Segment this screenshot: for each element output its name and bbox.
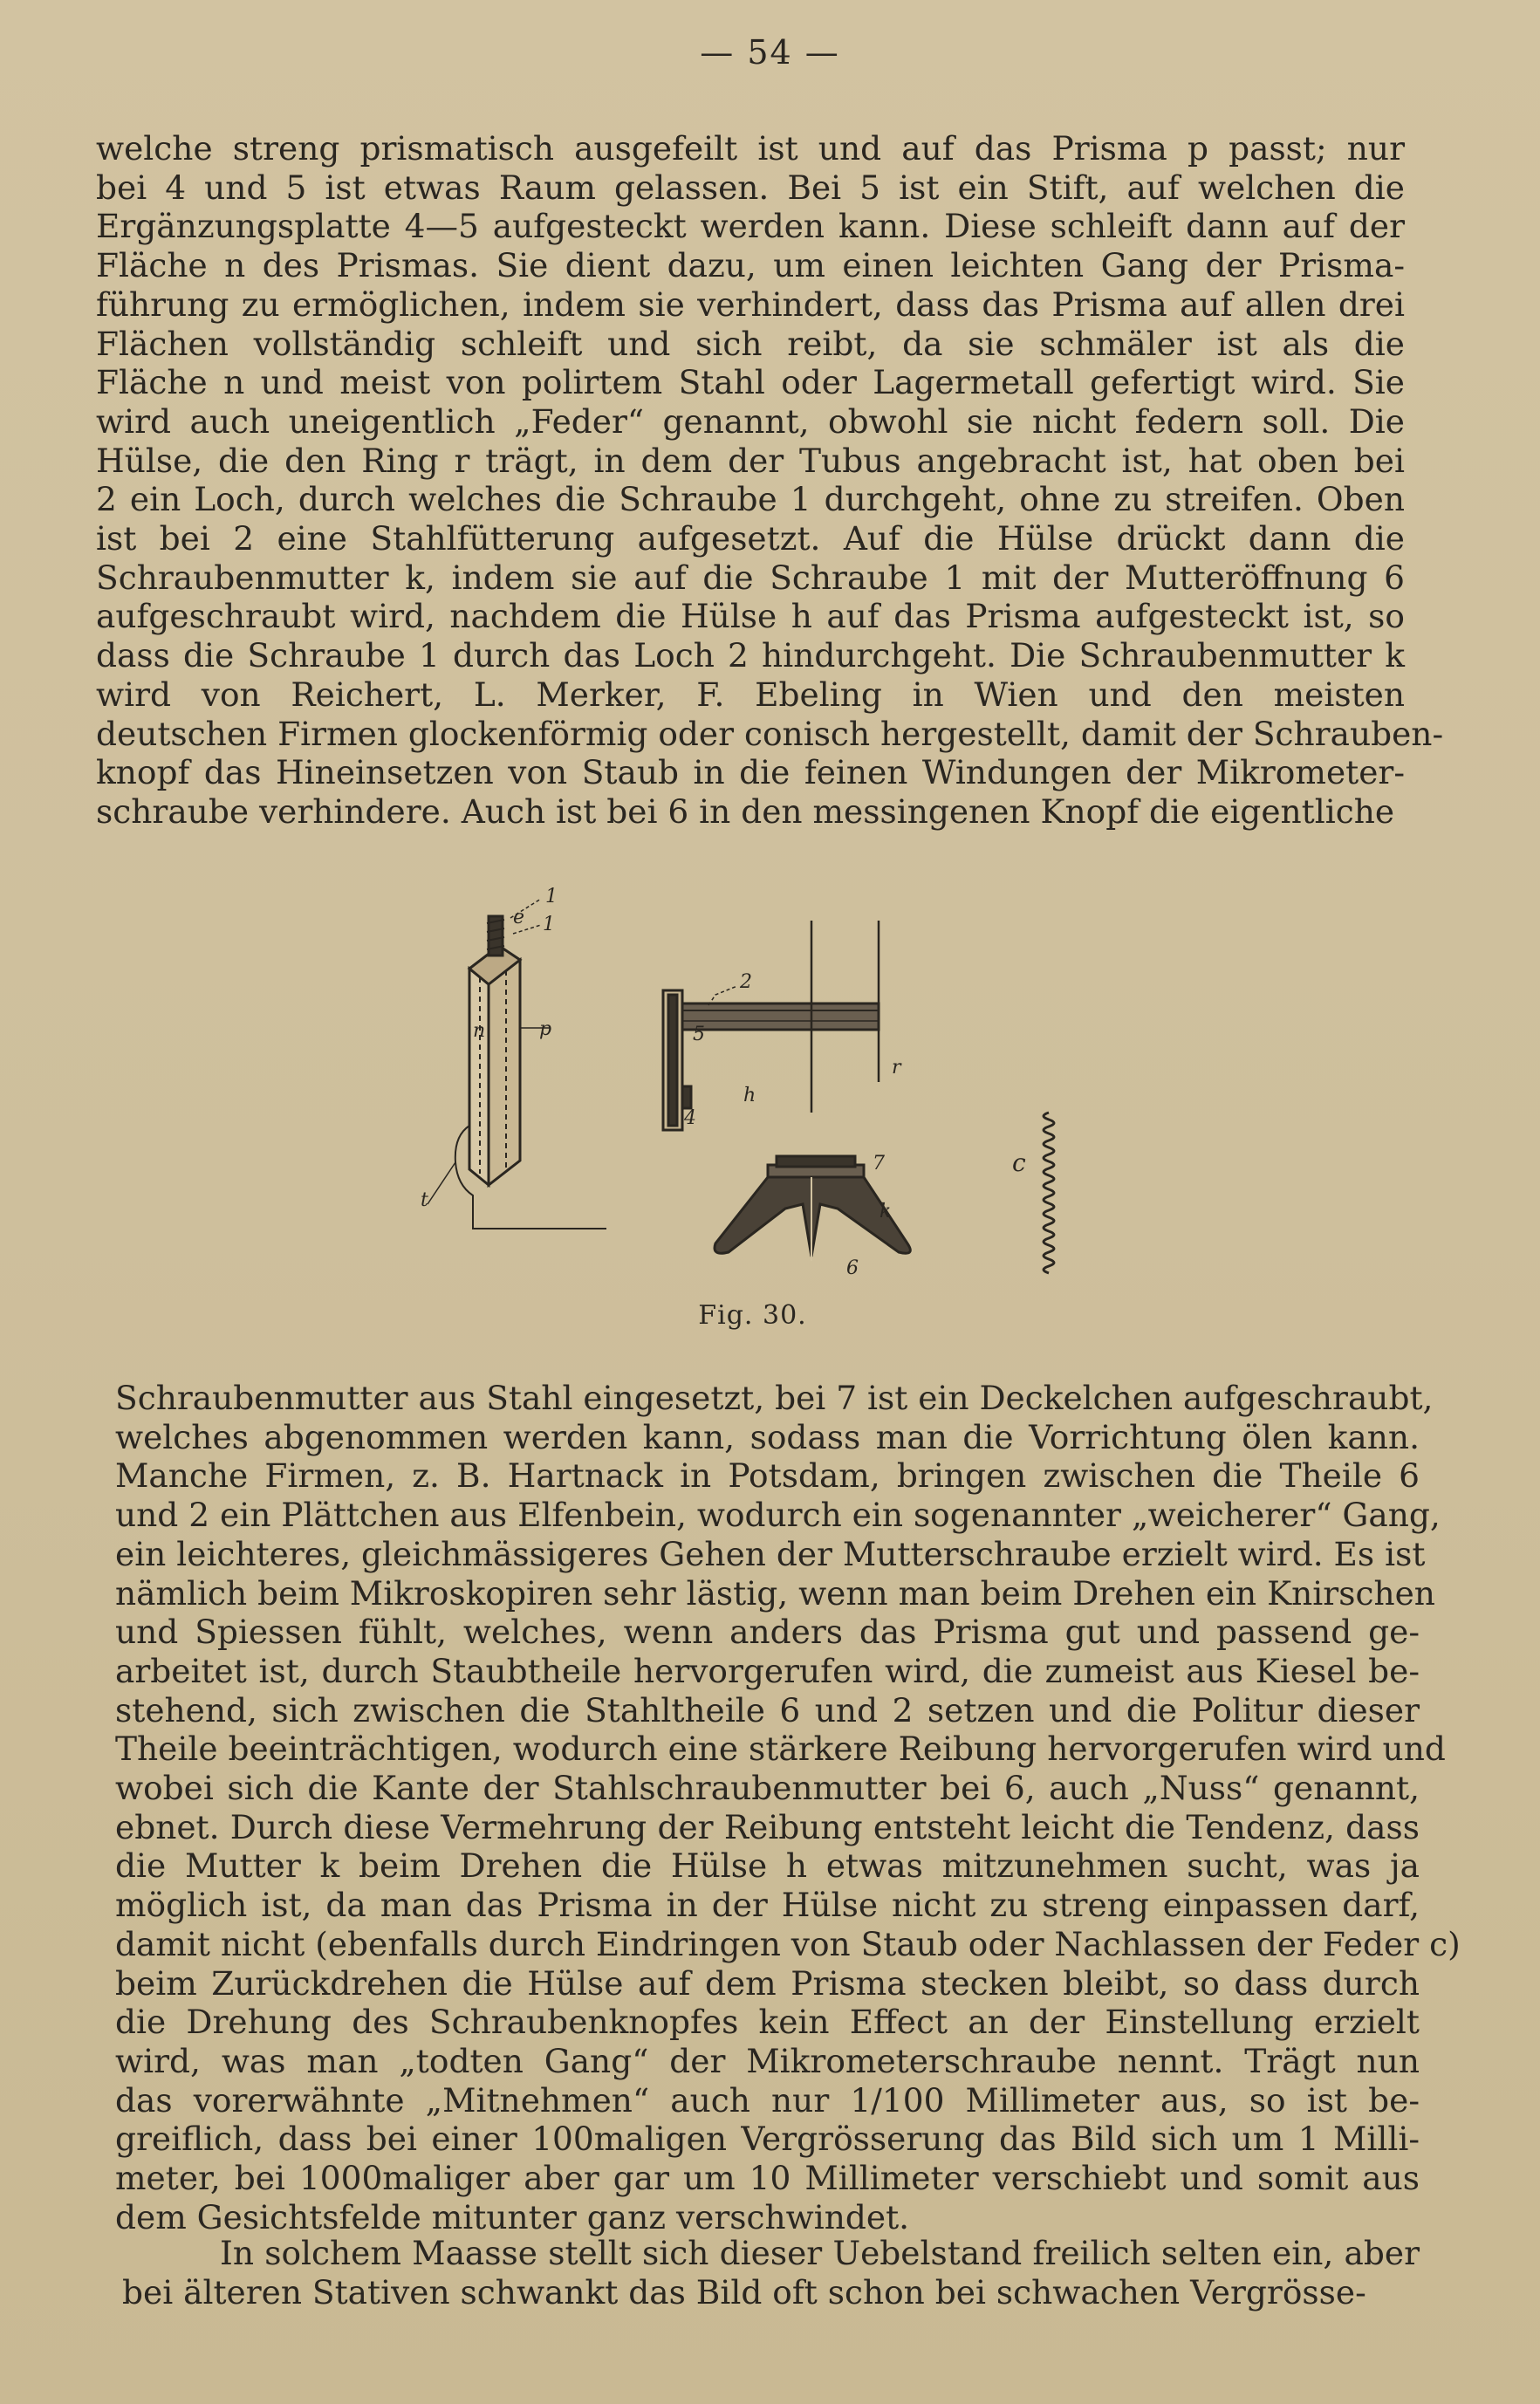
paragraph-3 bbox=[122, 2234, 1420, 2312]
label-1-right: 1 bbox=[543, 914, 555, 935]
text-line: wird, was man „todten Gang“ der Mikrometerschraube nennt. Trägt nun bbox=[115, 2041, 1420, 2080]
text-line: nämlich beim Mikroskopiren sehr lästig, wenn man beim Drehen ein Knirschen bbox=[115, 1573, 1435, 1613]
spring-drawing bbox=[1044, 1113, 1054, 1273]
text-line: welche streng prismatisch ausgefeilt ist und auf das Prisma p passt; nur bbox=[96, 129, 1405, 168]
text-line: Manche Firmen, z. B. Hartnack in Potsdam, bringen zwischen die Theile 6 bbox=[115, 1456, 1420, 1496]
text-line: wird von Reichert, L. Merker, F. Ebeling in Wien und den meisten bbox=[96, 675, 1405, 714]
label-r: r bbox=[892, 1057, 901, 1079]
text-line: Hülse, die den Ring r trägt, in dem der Tubus angebracht ist, hat oben bei bbox=[96, 441, 1405, 480]
text-line: die Drehung des Schraubenknopfes kein Effect an der Einstellung erzielt bbox=[115, 2003, 1420, 2042]
label-t: t bbox=[421, 1189, 428, 1211]
text-line: wobei sich die Kante der Stahlschraubenmutter bei 6, auch „Nuss“ genannt, bbox=[115, 1769, 1420, 1808]
label-e: e bbox=[513, 907, 525, 928]
text-line: bei älteren Stativen schwankt das Bild oft schon bei schwachen Vergrösse- bbox=[122, 2272, 1366, 2312]
text-line: arbeitet ist, durch Staubtheile hervorgerufen wird, die zumeist aus Kiesel be- bbox=[115, 1651, 1420, 1690]
text-line: schraube verhindere. Auch ist bei 6 in den messingenen Knopf die eigentliche bbox=[96, 791, 1395, 831]
text-line: die Mutter k beim Drehen die Hülse h etwas mitzunehmen sucht, was ja bbox=[115, 1846, 1420, 1886]
text-line: meter, bei 1000maliger aber gar um 10 Millimeter verschiebt und somit aus bbox=[115, 2159, 1420, 2198]
text-line: ist bei 2 eine Stahlfütterung aufgesetzt. Auf die Hülse drückt dann die bbox=[96, 519, 1405, 558]
text-line: stehend, sich zwischen die Stahltheile 6 und 2 setzen und die Politur dieser bbox=[115, 1690, 1420, 1729]
label-k: k bbox=[880, 1201, 892, 1223]
text-line: knopf das Hineinsetzen von Staub in die feinen Windungen der Mikrometer- bbox=[96, 753, 1405, 792]
prism-drawing bbox=[428, 899, 606, 1229]
text-line: beim Zurückdrehen die Hülse auf dem Prisma stecken bleibt, so dass durch bbox=[115, 1963, 1420, 2003]
text-line: Flächen vollständig schleift und sich reibt, da sie schmäler ist als die bbox=[96, 324, 1405, 363]
label-1-top: 1 bbox=[545, 886, 558, 907]
label-p: p bbox=[539, 1018, 552, 1040]
text-line: greiflich, dass bei einer 100maligen Vergrösserung das Bild sich um 1 Milli- bbox=[115, 2120, 1420, 2159]
text-line: Schraubenmutter aus Stahl eingesetzt, bei 7 ist ein Deckelchen aufgeschraubt, bbox=[115, 1379, 1434, 1417]
text-line: Fläche n des Prismas. Sie dient dazu, um einen leichten Gang der Prisma- bbox=[96, 246, 1405, 285]
text-line: welches abgenommen werden kann, sodass man die Vorrichtung ölen kann. bbox=[115, 1417, 1420, 1456]
text-line: In solchem Maasse stellt sich dieser Uebelstand freilich selten ein, aber bbox=[220, 2234, 1420, 2272]
label-n: n bbox=[473, 1020, 486, 1042]
text-line: 2 ein Loch, durch welches die Schraube 1 durchgeht, ohne zu streifen. Oben bbox=[96, 480, 1405, 519]
text-line: Ergänzungsplatte 4—5 aufgesteckt werden kann. Diese schleift dann auf der bbox=[96, 207, 1405, 246]
paragraph-1 bbox=[96, 129, 1444, 832]
figure-caption: Fig. 30. bbox=[698, 1300, 807, 1331]
figure-30 bbox=[401, 886, 1099, 1291]
text-line: möglich ist, da man das Prisma in der Hülse nicht zu streng einpassen darf, bbox=[115, 1886, 1420, 1925]
paragraph-2 bbox=[115, 1379, 1461, 2236]
text-line: Schraubenmutter k, indem sie auf die Schraube 1 mit der Mutteröffnung 6 bbox=[96, 558, 1405, 597]
label-6: 6 bbox=[846, 1257, 859, 1279]
text-line: führung zu ermöglichen, indem sie verhindert, dass das Prisma auf allen drei bbox=[96, 284, 1405, 324]
text-line: dass die Schraube 1 durch das Loch 2 hindurchgeht. Die Schraubenmutter k bbox=[96, 636, 1405, 675]
text-line: das vorerwähnte „Mitnehmen“ auch nur 1/100 Millimeter aus, so ist be- bbox=[115, 2080, 1420, 2120]
label-2: 2 bbox=[740, 971, 752, 993]
label-c: c bbox=[1012, 1148, 1026, 1177]
text-line: dem Gesichtsfelde mitunter ganz verschwindet. bbox=[115, 2197, 910, 2236]
text-line: damit nicht (ebenfalls durch Eindringen von Staub oder Nachlassen der Feder c) bbox=[115, 1924, 1461, 1963]
text-line: Fläche n und meist von polirtem Stahl oder Lagermetall gefertigt wird. Sie bbox=[96, 363, 1405, 402]
text-line: Theile beeinträchtigen, wodurch eine stärkere Reibung hervorgerufen wird und bbox=[115, 1729, 1446, 1769]
text-line: ebnet. Durch diese Vermehrung der Reibung entsteht leicht die Tendenz, dass bbox=[115, 1807, 1420, 1846]
label-7: 7 bbox=[873, 1153, 885, 1175]
page-number: — 54 — bbox=[700, 33, 840, 72]
text-line: und Spiessen fühlt, welches, wenn anders das Prisma gut und passend ge- bbox=[115, 1613, 1420, 1652]
text-line: deutschen Firmen glockenförmig oder conisch hergestellt, damit der Schrauben- bbox=[96, 714, 1444, 753]
label-5: 5 bbox=[693, 1024, 705, 1045]
label-h: h bbox=[743, 1085, 756, 1106]
text-line: ein leichteres, gleichmässigeres Gehen der Mutterschraube erzielt wird. Es ist bbox=[115, 1534, 1426, 1573]
text-line: und 2 ein Plättchen aus Elfenbein, wodurch ein sogenannter „weicherer“ Gang, bbox=[115, 1496, 1441, 1535]
text-line: wird auch uneigentlich „Feder“ genannt, obwohl sie nicht federn soll. Die bbox=[96, 401, 1405, 441]
text-line: aufgeschraubt wird, nachdem die Hülse h auf das Prisma aufgesteckt ist, so bbox=[96, 597, 1405, 636]
text-line: bei 4 und 5 ist etwas Raum gelassen. Bei 5 ist ein Stift, auf welchen die bbox=[96, 168, 1405, 207]
label-4: 4 bbox=[684, 1107, 696, 1129]
